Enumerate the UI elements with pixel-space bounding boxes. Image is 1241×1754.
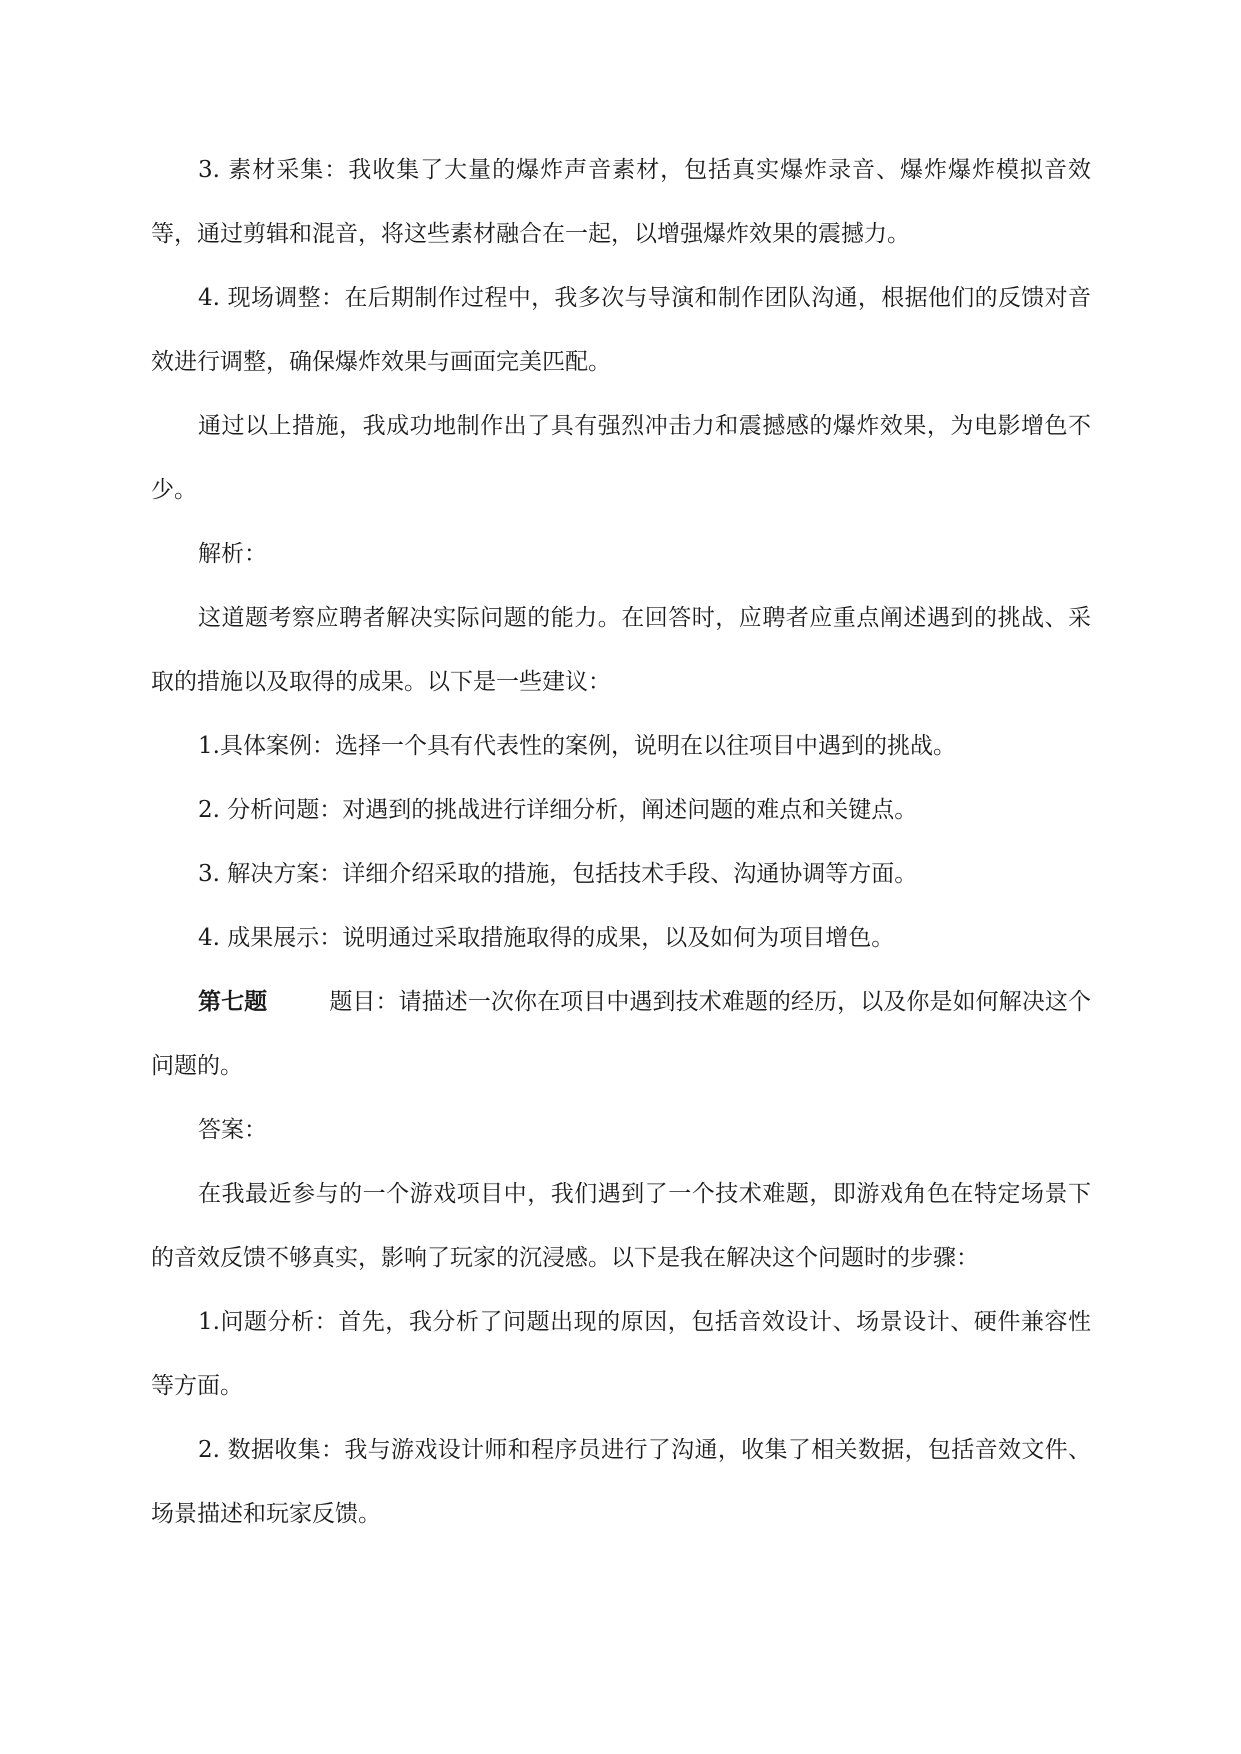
paragraph-analysis: 这道题考察应聘者解决实际问题的能力。在回答时，应聘者应重点阐述遇到的挑战、采取的措施以及取得的成果。以下是一些建议： [151,605,1091,695]
suggestion-item-2: 2. 分析问题：对遇到的挑战进行详细分析，阐述问题的难点和关键点。 [198,797,918,823]
question-text: 题目：请描述一次你在项目中遇到技术难题的经历，以及你是如何解决这个问题的。 [151,989,1091,1079]
answer-step-1: 1.问题分析：首先，我分析了问题出现的原因，包括音效设计、场景设计、硬件兼容性等方面。 [151,1309,1091,1399]
document-body [151,138,1091,1546]
paragraph-summary: 通过以上措施，我成功地制作出了具有强烈冲击力和震撼感的爆炸效果，为电影增色不少。 [151,413,1091,503]
analysis-label: 解析： [198,541,267,567]
question-block [151,970,1091,1098]
answer-label: 答案： [198,1117,267,1143]
suggestion-item-3: 3. 解决方案：详细介绍采取的措施，包括技术手段、沟通协调等方面。 [198,861,918,887]
paragraph-answer-intro: 在我最近参与的一个游戏项目中，我们遇到了一个技术难题，即游戏角色在特定场景下的音效反馈不够真实，影响了玩家的沉浸感。以下是我在解决这个问题时的步骤： [151,1181,1091,1271]
paragraph-on-site-adjustment: 4. 现场调整：在后期制作过程中，我多次与导演和制作团队沟通，根据他们的反馈对音效进行调整，确保爆炸效果与画面完美匹配。 [151,285,1091,375]
answer-step-2: 2. 数据收集：我与游戏设计师和程序员进行了沟通，收集了相关数据，包括音效文件、场景描述和玩家反馈。 [151,1437,1091,1527]
question-heading: 第七题 [198,988,268,1015]
paragraph-material-collection: 3. 素材采集：我收集了大量的爆炸声音素材，包括真实爆炸录音、爆炸爆炸模拟音效等，通过剪辑和混音，将这些素材融合在一起，以增强爆炸效果的震撼力。 [151,157,1091,247]
suggestion-item-4: 4. 成果展示：说明通过采取措施取得的成果，以及如何为项目增色。 [198,925,895,951]
suggestion-item-1: 1.具体案例：选择一个具有代表性的案例，说明在以往项目中遇到的挑战。 [198,733,956,759]
